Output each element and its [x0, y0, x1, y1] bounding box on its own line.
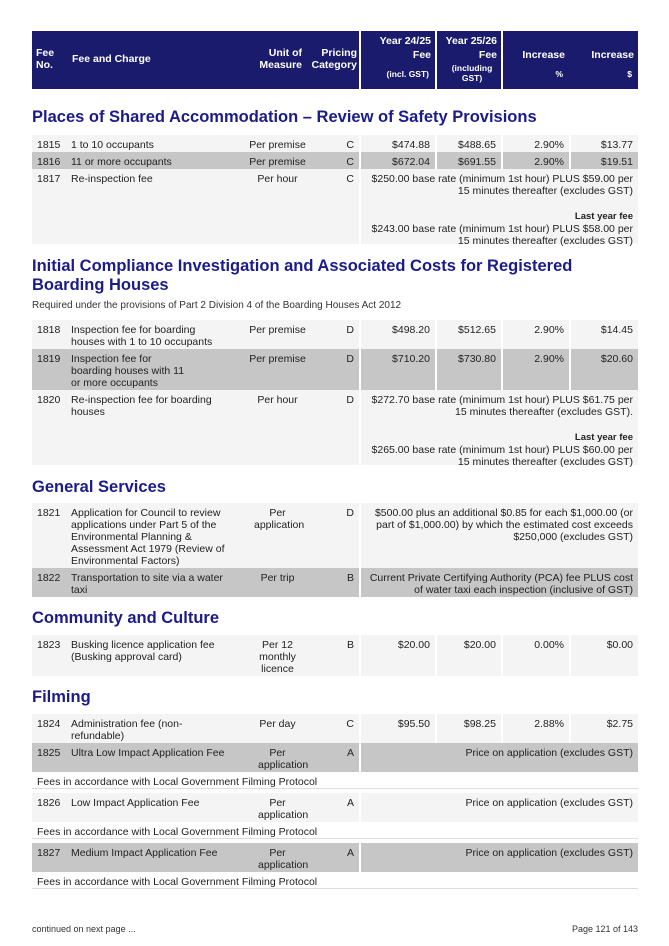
- pricing-category: D: [321, 503, 359, 568]
- table-header: [32, 31, 638, 89]
- fee-no: 1824: [32, 714, 66, 743]
- fee-year2: $512.65: [437, 320, 501, 349]
- header-year2-top: Year 25/26: [445, 35, 497, 47]
- fee-description: Busking licence application fee (Busking approval card): [66, 635, 234, 676]
- unit-of-measure: Per hour: [234, 169, 321, 244]
- section-title-general-services: General Services: [32, 478, 166, 496]
- pricing-category: D: [321, 320, 359, 349]
- table-row: [32, 714, 638, 743]
- fee-text: Price on application (excludes GST): [361, 743, 638, 772]
- pricing-category: C: [321, 169, 359, 244]
- table-row: [32, 503, 638, 568]
- header-category: [305, 31, 359, 89]
- table-row: [32, 568, 638, 597]
- pricing-category: B: [321, 568, 359, 597]
- row-note: Fees in accordance with Local Government Filming Protocol: [32, 772, 638, 789]
- increase-amount: $20.60: [571, 349, 638, 390]
- unit-of-measure: Per day: [234, 714, 321, 743]
- table-row: [32, 793, 638, 822]
- table-row: [32, 390, 638, 468]
- fee-no: 1823: [32, 635, 66, 676]
- fee-year2: $98.25: [437, 714, 501, 743]
- fee-text-cell: [361, 169, 638, 247]
- fee-no: 1815: [32, 135, 66, 152]
- pricing-category: C: [321, 135, 359, 152]
- fee-description: Application for Council to review applications under Part 5 of the Environmental Planning & Assessment Act 1979 (Review of Environmental Factors): [66, 503, 234, 568]
- increase-percent: 2.90%: [503, 152, 569, 169]
- increase-percent: 0.00%: [503, 635, 569, 676]
- table-row: [32, 349, 638, 390]
- fee-no: 1826: [32, 793, 66, 822]
- fee-no: 1819: [32, 349, 66, 390]
- fee-description: 1 to 10 occupants: [66, 135, 234, 152]
- increase-percent: 2.90%: [503, 320, 569, 349]
- row-note: Fees in accordance with Local Government Filming Protocol: [32, 872, 638, 889]
- fee-description: Inspection fee for boarding houses with 11 or more occupants: [66, 349, 234, 390]
- header-increase-amt-sub: $: [627, 69, 632, 79]
- continued-note: continued on next page ...: [32, 924, 136, 934]
- fee-no: 1816: [32, 152, 66, 169]
- fee-description: Ultra Low Impact Application Fee: [66, 743, 234, 772]
- pricing-category: D: [321, 390, 359, 465]
- header-increase-pct-sub: %: [555, 69, 563, 79]
- table-row: [32, 843, 638, 872]
- fee-year1: $474.88: [361, 135, 435, 152]
- fee-no: 1827: [32, 843, 66, 872]
- header-increase-amt: [569, 31, 638, 89]
- fee-description: 11 or more occupants: [66, 152, 234, 169]
- header-year2-sub: (including GST): [451, 63, 493, 83]
- table-row-note: [32, 772, 638, 789]
- pricing-category: C: [321, 152, 359, 169]
- header-year1-sub: (incl. GST): [386, 69, 429, 79]
- header-year2-fee: Fee: [478, 49, 497, 61]
- fee-description: Re-inspection fee: [66, 169, 234, 244]
- table-row: [32, 320, 638, 349]
- header-unit-label: Unit of Measure: [259, 47, 302, 71]
- unit-of-measure: Per premise: [234, 320, 321, 349]
- last-year-label: Last year fee: [574, 211, 633, 222]
- header-year1-top: Year 24/25: [379, 35, 431, 47]
- pricing-category: B: [321, 635, 359, 676]
- increase-percent: 2.90%: [503, 135, 569, 152]
- fee-year1: $95.50: [361, 714, 435, 743]
- increase-amount: $0.00: [571, 635, 638, 676]
- increase-amount: $13.77: [571, 135, 638, 152]
- unit-of-measure: Per application: [234, 793, 321, 822]
- header-increase-pct-label: Increase: [522, 49, 565, 61]
- pricing-category: C: [321, 714, 359, 743]
- fee-year2: $730.80: [437, 349, 501, 390]
- fee-text: $250.00 base rate (minimum 1st hour) PLUS $59.00 per 15 minutes thereafter (excludes GST): [371, 173, 633, 197]
- increase-amount: $2.75: [571, 714, 638, 743]
- pricing-category: A: [321, 793, 359, 822]
- increase-amount: $14.45: [571, 320, 638, 349]
- last-year-text: $243.00 base rate (minimum 1st hour) PLUS $58.00 per 15 minutes thereafter (excludes GST): [371, 223, 633, 247]
- header-category-label: Pricing Category: [311, 47, 357, 71]
- fee-year2: $488.65: [437, 135, 501, 152]
- fee-no: 1818: [32, 320, 66, 349]
- unit-of-measure: Per application: [234, 843, 321, 872]
- increase-percent: 2.88%: [503, 714, 569, 743]
- page-number: Page 121 of 143: [571, 924, 638, 934]
- pricing-category: D: [321, 349, 359, 390]
- table-row: [32, 169, 638, 247]
- header-year1: [361, 31, 435, 89]
- fee-year2: $20.00: [437, 635, 501, 676]
- pricing-category: A: [321, 743, 359, 772]
- fee-year1: $672.04: [361, 152, 435, 169]
- unit-of-measure: Per hour: [234, 390, 321, 465]
- fee-year1: $710.20: [361, 349, 435, 390]
- header-year1-fee: Fee: [412, 49, 431, 61]
- fee-year1: $498.20: [361, 320, 435, 349]
- table-row: [32, 635, 638, 676]
- table-row: [32, 152, 638, 169]
- unit-of-measure: Per premise: [234, 152, 321, 169]
- fee-description: Administration fee (non-refundable): [66, 714, 234, 743]
- unit-of-measure: Per trip: [234, 568, 321, 597]
- fee-description: Low Impact Application Fee: [66, 793, 234, 822]
- fee-description: Re-inspection fee for boarding houses: [66, 390, 234, 465]
- unit-of-measure: Per 12 monthly licence: [234, 635, 321, 676]
- table-row-note: [32, 822, 638, 839]
- fee-no: 1817: [32, 169, 66, 244]
- fee-no: 1821: [32, 503, 66, 568]
- last-year-label: Last year fee: [574, 432, 633, 443]
- section-title-boarding-houses: Initial Compliance Investigation and Associated Costs for Registered Boarding Houses: [32, 257, 573, 294]
- fee-description: Transportation to site via a water taxi: [66, 568, 234, 597]
- increase-percent: 2.90%: [503, 349, 569, 390]
- header-increase-pct: [503, 31, 569, 89]
- last-year-text: $265.00 base rate (minimum 1st hour) PLUS $60.00 per 15 minutes thereafter (excludes GST): [371, 444, 633, 468]
- fee-text: Price on application (excludes GST): [361, 843, 638, 872]
- table-row: [32, 743, 638, 772]
- section-title-filming: Filming: [32, 688, 91, 706]
- section-title-shared-accommodation: Places of Shared Accommodation – Review of Safety Provisions: [32, 108, 537, 126]
- fee-text: Current Private Certifying Authority (PCA) fee PLUS cost of water taxi each inspection (inclusive of GST): [361, 568, 638, 597]
- header-fee-no: [32, 31, 66, 89]
- fee-no: 1822: [32, 568, 66, 597]
- unit-of-measure: Per application: [234, 743, 321, 772]
- header-fee-and-charge-label: Fee and Charge: [72, 53, 151, 65]
- fee-text: $272.70 base rate (minimum 1st hour) PLUS $61.75 per 15 minutes thereafter (excludes GST).: [371, 394, 633, 418]
- fee-year1: $20.00: [361, 635, 435, 676]
- fee-year2: $691.55: [437, 152, 501, 169]
- fee-no: 1820: [32, 390, 66, 465]
- header-fee-no-label: Fee No.: [36, 47, 55, 71]
- row-note: Fees in accordance with Local Government Filming Protocol: [32, 822, 638, 839]
- header-unit: [234, 31, 305, 89]
- pricing-category: A: [321, 843, 359, 872]
- header-fee-and-charge: [66, 31, 234, 89]
- header-increase-amt-label: Increase: [591, 49, 634, 61]
- increase-amount: $19.51: [571, 152, 638, 169]
- fee-text: Price on application (excludes GST): [361, 793, 638, 822]
- table-row: [32, 135, 638, 152]
- fee-description: Medium Impact Application Fee: [66, 843, 234, 872]
- fee-text-cell: [361, 390, 638, 468]
- table-row-note: [32, 872, 638, 889]
- fee-description: Inspection fee for boarding houses with 1 to 10 occupants: [66, 320, 234, 349]
- section-title-community-culture: Community and Culture: [32, 609, 220, 627]
- fee-no: 1825: [32, 743, 66, 772]
- unit-of-measure: Per premise: [234, 135, 321, 152]
- header-year2: [437, 31, 501, 89]
- fee-text: $500.00 plus an additional $0.85 for each $1,000.00 (or part of $1,000.00) by which the estimated cost exceeds $250,000 (excludes GST): [361, 503, 638, 568]
- unit-of-measure: Per premise: [234, 349, 321, 390]
- section-note: Required under the provisions of Part 2 Division 4 of the Boarding Houses Act 2012: [32, 300, 402, 311]
- unit-of-measure: Per application: [234, 503, 321, 568]
